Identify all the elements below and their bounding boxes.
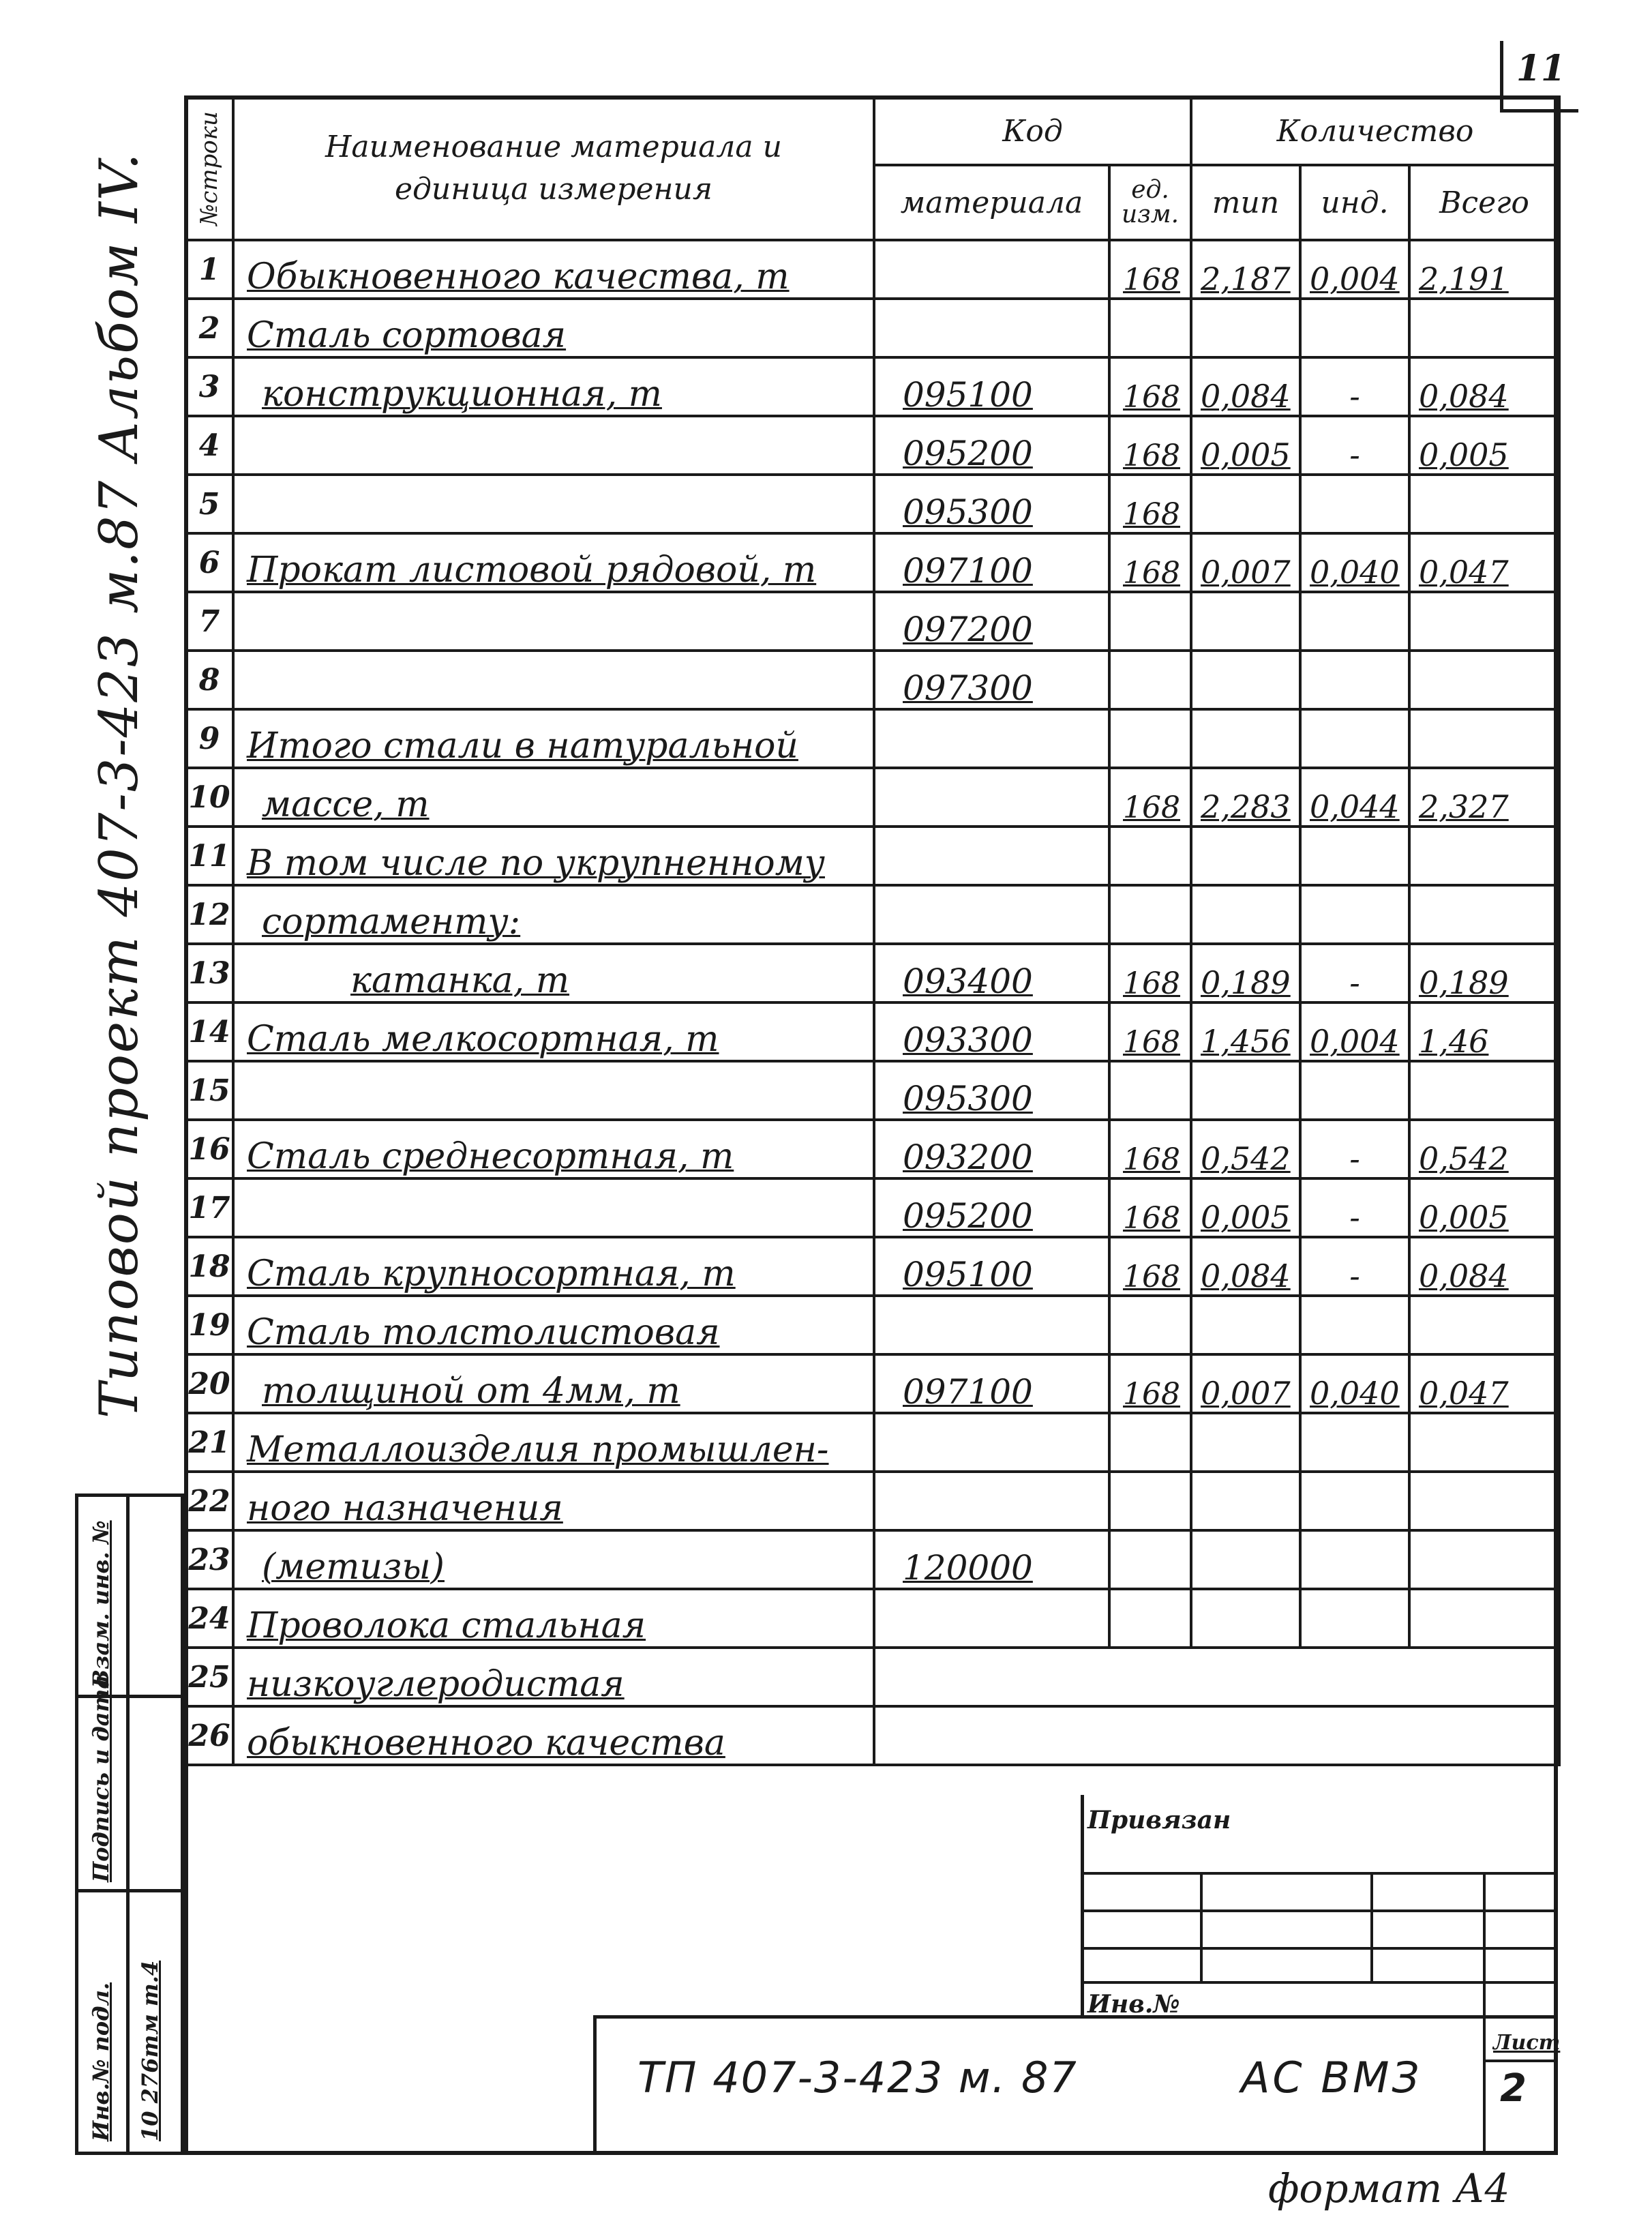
qty-typ: 0,084 [1191,1237,1300,1296]
header-qty-total: Всего [1409,165,1559,240]
table-header [185,97,1559,240]
title-block-line [593,2015,597,2155]
table-row [185,1120,1559,1178]
row-number: 16 [185,1120,233,1178]
qty-ind: 0,040 [1300,1354,1409,1413]
qty-total: 2,327 [1409,768,1559,827]
table-row [185,1354,1559,1413]
merged-cell [874,1648,1559,1706]
header-qty-ind: инд. [1300,165,1409,240]
format-label: формат А4 [1268,2165,1510,2212]
header-code-unit: ед. изм. [1109,165,1191,240]
privyazan-label: Привязан [1087,1806,1231,1834]
title-block-line [593,2015,1558,2019]
qty-typ [1191,885,1300,944]
qty-total: 0,047 [1409,533,1559,592]
qty-ind: 0,004 [1300,1002,1409,1061]
left-stamp-column [75,1493,184,2155]
material-code [874,1413,1109,1472]
qty-total [1409,885,1559,944]
qty-ind: - [1300,357,1409,416]
qty-total [1409,1472,1559,1530]
unit-code: 168 [1109,533,1191,592]
table-row [185,768,1559,827]
table-row [185,1237,1559,1296]
material-name: (метизы) [233,1530,874,1589]
unit-code: 168 [1109,475,1191,533]
qty-total: 0,084 [1409,357,1559,416]
qty-total [1409,1296,1559,1354]
qty-typ [1191,1296,1300,1354]
qty-ind: 0,004 [1300,240,1409,299]
unit-code [1109,651,1191,709]
qty-ind [1300,1413,1409,1472]
qty-ind: - [1300,416,1409,475]
qty-ind: - [1300,1178,1409,1237]
merged-cell [874,1706,1559,1765]
unit-code [1109,885,1191,944]
qty-total [1409,299,1559,357]
inv-no-label: Инв.№ [1087,1990,1180,2019]
title-block-line [1081,1872,1558,1875]
qty-ind [1300,1472,1409,1530]
row-number: 2 [185,299,233,357]
table-row [185,533,1559,592]
material-name: сортаменту: [233,885,874,944]
table-row [185,944,1559,1002]
material-code [874,240,1109,299]
qty-typ [1191,299,1300,357]
material-name [233,651,874,709]
unit-code: 168 [1109,768,1191,827]
qty-total: 0,005 [1409,1178,1559,1237]
row-number: 1 [185,240,233,299]
qty-total [1409,592,1559,651]
stamp-label-podpis: Подпись и дата [88,1674,114,1882]
material-code: 097100 [874,1354,1109,1413]
table-row [185,1061,1559,1120]
table-row [185,416,1559,475]
qty-ind [1300,651,1409,709]
material-name: Прокат листовой рядовой, т [233,533,874,592]
row-number: 9 [185,709,233,768]
material-name: толщиной от 4мм, т [233,1354,874,1413]
material-code: 095200 [874,416,1109,475]
material-name: обыкновенного качества [233,1706,874,1765]
table-row [185,1648,1559,1706]
unit-code [1109,299,1191,357]
qty-typ [1191,827,1300,885]
unit-code: 168 [1109,944,1191,1002]
qty-ind [1300,1296,1409,1354]
qty-typ: 2,283 [1191,768,1300,827]
row-number: 8 [185,651,233,709]
material-code [874,885,1109,944]
unit-code [1109,1413,1191,1472]
qty-total [1409,827,1559,885]
row-number: 13 [185,944,233,1002]
header-row-number: №строки [185,97,233,240]
header-qty-typ: тип [1191,165,1300,240]
qty-ind [1300,299,1409,357]
qty-ind: - [1300,1120,1409,1178]
header-quantity: Количество [1191,97,1559,165]
row-number: 21 [185,1413,233,1472]
material-code [874,1296,1109,1354]
qty-typ [1191,1413,1300,1472]
row-number: 11 [185,827,233,885]
material-name: Итого стали в натуральной [233,709,874,768]
title-block-line [1081,1981,1558,1984]
material-name: Металлоизделия промышлен- [233,1413,874,1472]
qty-total: 2,191 [1409,240,1559,299]
qty-ind [1300,1530,1409,1589]
unit-code [1109,1530,1191,1589]
table-row [185,1178,1559,1237]
material-code: 093400 [874,944,1109,1002]
material-name: Сталь среднесортная, т [233,1120,874,1178]
material-name: Обыкновенного качества, т [233,240,874,299]
stamp-label-inv-podl: Инв.№ подл. [88,1982,114,2141]
table-row [185,475,1559,533]
table-row [185,827,1559,885]
unit-code [1109,709,1191,768]
row-number: 20 [185,1354,233,1413]
qty-total [1409,1589,1559,1648]
table-row [185,709,1559,768]
unit-code [1109,592,1191,651]
unit-code: 168 [1109,1237,1191,1296]
qty-typ [1191,709,1300,768]
row-number: 5 [185,475,233,533]
stamp-label-vzam: Взам. инв. № [88,1520,114,1688]
sheet-label: Лист [1493,2031,1561,2055]
qty-ind [1300,475,1409,533]
material-name [233,1061,874,1120]
qty-ind: - [1300,944,1409,1002]
qty-typ [1191,592,1300,651]
table-body [185,240,1559,1765]
material-name [233,1178,874,1237]
qty-typ [1191,1061,1300,1120]
qty-typ: 0,084 [1191,357,1300,416]
material-code: 095100 [874,357,1109,416]
qty-total [1409,709,1559,768]
qty-typ [1191,1472,1300,1530]
row-number: 26 [185,1706,233,1765]
material-code: 097200 [874,592,1109,651]
material-name: Сталь мелкосортная, т [233,1002,874,1061]
material-name: низкоуглеродистая [233,1648,874,1706]
qty-ind [1300,709,1409,768]
material-code: 095200 [874,1178,1109,1237]
qty-ind: - [1300,1237,1409,1296]
title-block-line [1200,1872,1203,1981]
material-code [874,1472,1109,1530]
qty-total [1409,1061,1559,1120]
table-row [185,1530,1559,1589]
material-code: 095100 [874,1237,1109,1296]
table-row [185,885,1559,944]
material-name [233,592,874,651]
materials-table [184,95,1561,1766]
qty-ind: 0,044 [1300,768,1409,827]
table-row [185,1296,1559,1354]
row-number: 6 [185,533,233,592]
row-number: 19 [185,1296,233,1354]
page-number: 11 [1516,48,1566,89]
table-row [185,651,1559,709]
qty-typ: 1,456 [1191,1002,1300,1061]
unit-code: 168 [1109,240,1191,299]
stamp-divider [126,1497,130,2152]
unit-code [1109,827,1191,885]
table-row [185,1589,1559,1648]
material-code: 095300 [874,475,1109,533]
qty-total: 0,542 [1409,1120,1559,1178]
material-name: Сталь крупносортная, т [233,1237,874,1296]
qty-ind [1300,885,1409,944]
row-number: 22 [185,1472,233,1530]
unit-code: 168 [1109,1178,1191,1237]
material-name [233,475,874,533]
row-number: 24 [185,1589,233,1648]
qty-typ [1191,475,1300,533]
title-block-line [1483,1872,1486,2152]
qty-typ [1191,651,1300,709]
row-number: 12 [185,885,233,944]
qty-typ [1191,1530,1300,1589]
title-block-line [1370,1872,1373,1981]
qty-total: 0,005 [1409,416,1559,475]
row-number: 18 [185,1237,233,1296]
material-name: В том числе по укрупненному [233,827,874,885]
row-number: 4 [185,416,233,475]
unit-code [1109,1061,1191,1120]
row-number: 7 [185,592,233,651]
qty-typ: 0,542 [1191,1120,1300,1178]
unit-code [1109,1472,1191,1530]
table-row [185,592,1559,651]
material-name: ного назначения [233,1472,874,1530]
qty-typ: 2,187 [1191,240,1300,299]
qty-typ: 0,005 [1191,1178,1300,1237]
row-number: 10 [185,768,233,827]
material-code: 093200 [874,1120,1109,1178]
unit-code: 168 [1109,1354,1191,1413]
unit-code: 168 [1109,1002,1191,1061]
row-number: 14 [185,1002,233,1061]
stamp-inv-value: 10 276тм т.4 [137,1960,163,2141]
title-block-line [1081,1909,1558,1912]
qty-total [1409,1413,1559,1472]
unit-code: 168 [1109,1120,1191,1178]
material-name: конструкционная, т [233,357,874,416]
qty-typ: 0,005 [1191,416,1300,475]
table-row [185,299,1559,357]
qty-ind [1300,827,1409,885]
material-code [874,1589,1109,1648]
header-code: Код [874,97,1191,165]
qty-ind [1300,1589,1409,1648]
qty-total: 0,047 [1409,1354,1559,1413]
side-title: Типовой проект 407-3-423 м.87 Альбом IV. [89,151,150,1418]
table-row [185,1706,1559,1765]
stamp-divider [78,1889,187,1892]
sheet-number: 2 [1500,2066,1527,2111]
document-number: ТП 407-3-423 м. 87 [637,2053,1078,2102]
qty-ind: 0,040 [1300,533,1409,592]
table-row [185,357,1559,416]
material-code: 120000 [874,1530,1109,1589]
qty-typ [1191,1589,1300,1648]
qty-total [1409,475,1559,533]
qty-typ: 0,007 [1191,533,1300,592]
qty-typ: 0,189 [1191,944,1300,1002]
unit-code [1109,1589,1191,1648]
table-row [185,240,1559,299]
material-code: 095300 [874,1061,1109,1120]
material-code: 097300 [874,651,1109,709]
row-number: 15 [185,1061,233,1120]
row-number: 17 [185,1178,233,1237]
qty-typ: 0,007 [1191,1354,1300,1413]
material-name: Сталь сортовая [233,299,874,357]
qty-total: 0,189 [1409,944,1559,1002]
qty-total [1409,651,1559,709]
title-block-line [1483,2060,1558,2062]
material-code [874,709,1109,768]
table-row [185,1002,1559,1061]
material-code: 093300 [874,1002,1109,1061]
material-name [233,416,874,475]
material-name: Проволока стальная [233,1589,874,1648]
table-row [185,1472,1559,1530]
qty-ind [1300,592,1409,651]
material-code [874,827,1109,885]
material-name: Сталь толстолистовая [233,1296,874,1354]
header-name: Наименование материала и единица измерения [233,97,874,240]
qty-total [1409,1530,1559,1589]
row-number: 25 [185,1648,233,1706]
row-number: 23 [185,1530,233,1589]
qty-total: 0,084 [1409,1237,1559,1296]
material-name: массе, т [233,768,874,827]
material-code: 097100 [874,533,1109,592]
qty-ind [1300,1061,1409,1120]
header-code-material: материала [874,165,1109,240]
row-number: 3 [185,357,233,416]
qty-total: 1,46 [1409,1002,1559,1061]
material-code [874,299,1109,357]
unit-code: 168 [1109,416,1191,475]
unit-code [1109,1296,1191,1354]
table-row [185,1413,1559,1472]
material-name: катанка, т [233,944,874,1002]
unit-code: 168 [1109,357,1191,416]
material-code [874,768,1109,827]
document-code: АС ВМЗ [1241,2053,1422,2102]
title-block-line [1081,1947,1558,1950]
